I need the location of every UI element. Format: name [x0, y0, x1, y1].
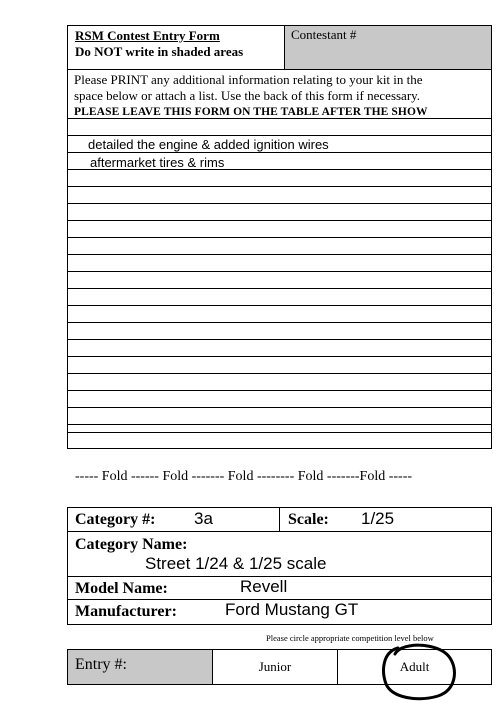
category-number-row: [68, 508, 491, 532]
adult-label: Adult: [399, 659, 430, 674]
ruled-line: [68, 152, 491, 153]
instructions-line-1: Please PRINT any additional information relating to your kit in the: [74, 72, 423, 87]
ruled-line: [68, 424, 491, 425]
note-line-2[interactable]: aftermarket tires & rims: [90, 155, 225, 170]
ruled-line: [68, 339, 491, 340]
junior-label: Junior: [258, 659, 292, 674]
category-number-value[interactable]: 3a: [194, 509, 213, 528]
category-name-label: Category Name:: [75, 536, 188, 553]
manufacturer-label: Manufacturer:: [75, 603, 177, 620]
category-number-label: Category #:: [75, 511, 156, 528]
instructions-line-3: PLEASE LEAVE THIS FORM ON THE TABLE AFTER THE SHOW: [74, 106, 428, 118]
contestant-number-label: Contestant #: [291, 27, 357, 42]
note-line-1[interactable]: detailed the engine & added ignition wires: [88, 137, 329, 152]
ruled-line: [68, 390, 491, 391]
ruled-line: [68, 220, 491, 221]
form-title: RSM Contest Entry Form: [75, 28, 220, 43]
category-name-value[interactable]: Street 1/24 & 1/25 scale: [145, 554, 327, 573]
manufacturer-value[interactable]: Ford Mustang GT: [225, 600, 359, 619]
contestant-number-field: [285, 26, 491, 70]
ruled-line: [68, 254, 491, 255]
model-name-row: [68, 577, 491, 600]
ruled-line: [68, 432, 491, 433]
ruled-line: [68, 288, 491, 289]
instructions: [68, 70, 491, 118]
ruled-line: [68, 373, 491, 374]
scale-value[interactable]: 1/25: [361, 509, 395, 528]
ruled-line: [68, 322, 491, 323]
scale-label: Scale:: [288, 511, 329, 528]
form-header: [68, 26, 285, 70]
category-number-cell: [68, 508, 280, 531]
entry-number-field: [68, 650, 213, 684]
instructions-line-2: space below or attach a list. Use the back of this form if necessary.: [74, 88, 421, 103]
adult-selection-circle: [378, 640, 460, 704]
entry-number-label: Entry #:: [75, 656, 127, 673]
ruled-line: [68, 271, 491, 272]
model-name-value[interactable]: Revell: [240, 577, 288, 596]
competition-level-note: Please circle appropriate competition level below: [266, 633, 434, 643]
ruled-line: [68, 407, 491, 408]
ruled-line: [68, 237, 491, 238]
ruled-line: [68, 135, 491, 136]
ruled-line: [68, 186, 491, 187]
category-name-row: [68, 532, 491, 577]
category-box: [67, 507, 492, 625]
ruled-line: [68, 203, 491, 204]
junior-option[interactable]: [213, 650, 338, 684]
model-name-label: Model Name:: [75, 580, 168, 597]
ruled-line: [68, 356, 491, 357]
entry-form-top: [67, 25, 492, 449]
manufacturer-row: [68, 600, 491, 624]
fold-line: ----- Fold ------ Fold ------- Fold -------- Fold -------Fold -----: [75, 469, 413, 484]
ruled-line: [68, 305, 491, 306]
ruled-line: [68, 118, 491, 119]
form-subtitle: Do NOT write in shaded areas: [75, 44, 244, 59]
